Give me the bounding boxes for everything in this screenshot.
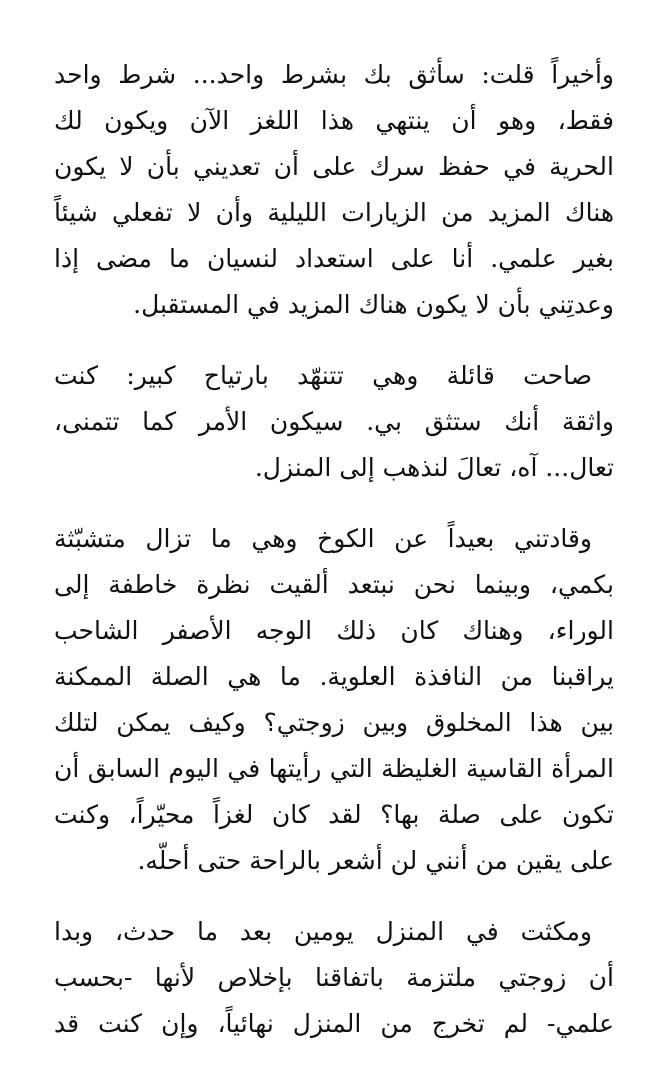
text-line: على يقين من أنني لن أشعر بالراحة حتى أحلّه. — [137, 846, 614, 875]
text-line: الحرية في حفظ سرك على أن تعديني بأن لا يكون — [54, 152, 614, 181]
paragraph-3 — [54, 516, 614, 884]
text-line: المرأة القاسية الغليظة التي رأيتها في اليوم السابق أن — [54, 754, 614, 783]
text-line: بكمي، وبينما نحن نبتعد ألقيت نظرة خاطفة إلى — [54, 570, 614, 599]
text-line: الوراء، وهناك كان ذلك الوجه الأصفر الشاحب — [54, 616, 614, 645]
text-line: يراقبنا من النافذة العلوية. ما هي الصلة الممكنة — [54, 662, 614, 691]
text-line: ومكثت في المنزل يومين بعد ما حدث، وبدا — [54, 917, 592, 946]
text-line: وقادتني بعيداً عن الكوخ وهي ما تزال متشبّثة — [54, 524, 592, 553]
text-line: أن زوجتي ملتزمة باتفاقنا بإخلاص لأنها -بحسب — [54, 963, 614, 992]
text-line: واثقة أنك ستثق بي. سيكون الأمر كما تتمنى، — [54, 407, 614, 436]
paragraph-1 — [54, 52, 614, 328]
text-line: صاحت قائلة وهي تتنهّد بارتياح كبير: كنت — [54, 361, 592, 390]
text-line: تعال... آه، تعالَ لنذهب إلى المنزل. — [254, 453, 614, 482]
text-line: وعدتِني بأن لا يكون هناك المزيد في المستقبل. — [133, 290, 614, 319]
paragraph-4 — [54, 909, 614, 1047]
text-line: وأخيراً قلت: سأثق بك بشرط واحد... شرط واحد — [54, 60, 614, 89]
text-line: هناك المزيد من الزيارات الليلية وأن لا تفعلي شيئاً — [54, 198, 614, 227]
text-line: فقط، وهو أن ينتهي هذا اللغز الآن ويكون لك — [54, 106, 614, 135]
text-line: تكون على صلة بها؟ لقد كان لغزاً محيّراً، وكنت — [54, 800, 614, 829]
paragraph-2 — [54, 353, 614, 491]
book-page — [54, 52, 614, 1072]
text-line: بين هذا المخلوق وبين زوجتي؟ وكيف يمكن لتلك — [54, 708, 614, 737]
text-line: علمي- لم تخرج من المنزل نهائياً، وإن كنت قد — [54, 1009, 614, 1038]
text-line: بغير علمي. أنا على استعداد لنسيان ما مضى إذا — [54, 244, 614, 273]
